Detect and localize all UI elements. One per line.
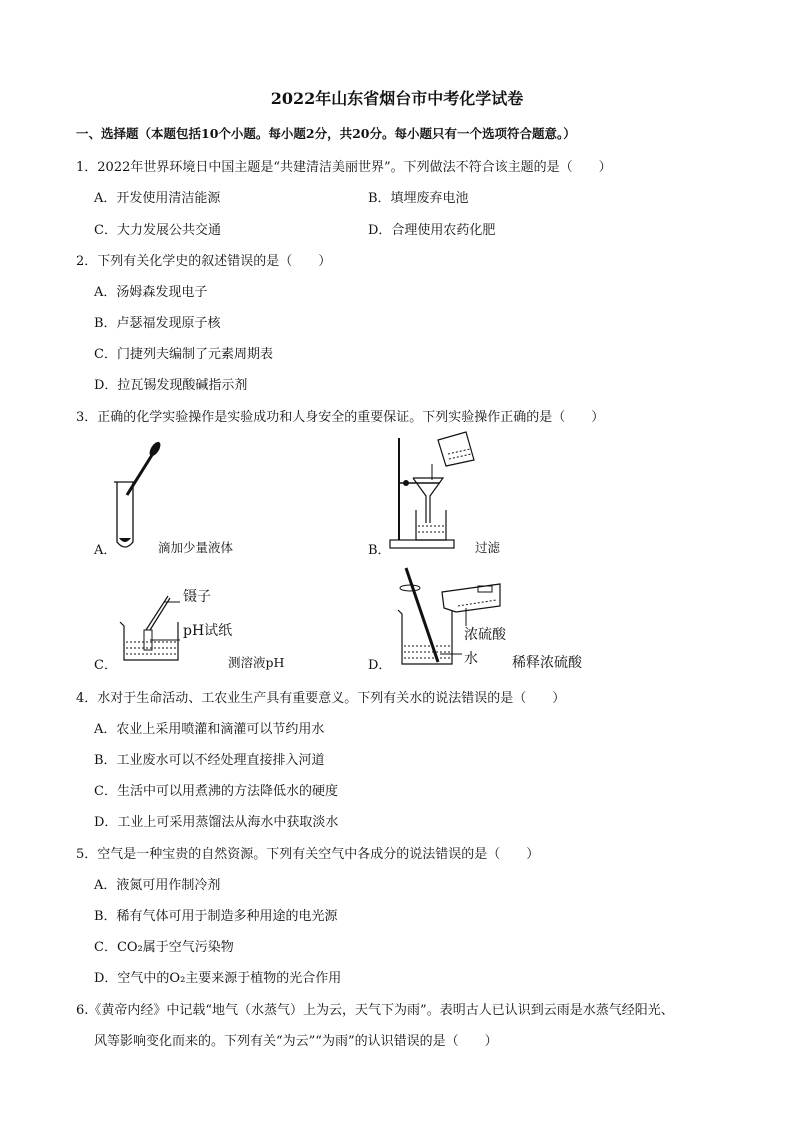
figure-ph-test	[118, 592, 188, 666]
q5-option-d[interactable]: D．空气中的O₂主要来源于植物的光合作用	[94, 971, 342, 986]
question-6-stem: 6.《黄帝内经》中记载“地气（水蒸气）上为云，天气下为雨”。表明古人已认识到云雨是水蒸气经阳光、	[76, 1003, 674, 1018]
q3-option-c[interactable]: C．	[94, 658, 117, 673]
q4-option-b[interactable]: B．工业废水可以不经处理直接排入河道	[94, 753, 325, 768]
label-tweezers: 镊子	[183, 589, 211, 605]
label-ph-paper: pH试纸	[183, 623, 233, 639]
figure-dilute-acid	[396, 566, 500, 670]
q1-option-d[interactable]: D．合理使用农药化肥	[368, 223, 496, 238]
q2-option-d[interactable]: D．拉瓦锡发现酸碱指示剂	[94, 378, 248, 393]
caption-a: 滴加少量液体	[158, 540, 234, 555]
q4-option-d[interactable]: D．工业上可采用蒸馏法从海水中获取淡水	[94, 815, 339, 830]
q2-option-a[interactable]: A．汤姆森发现电子	[94, 285, 208, 300]
q5-option-b[interactable]: B．稀有气体可用于制造多种用途的电光源	[94, 909, 338, 924]
section-heading: 一、选择题（本题包括10个小题。每小题2分，共20分。每小题只有一个选项符合题意。）	[76, 126, 576, 141]
q4-option-a[interactable]: A．农业上采用喷灌和滴灌可以节约用水	[94, 722, 325, 737]
caption-d: 稀释浓硫酸	[512, 655, 582, 671]
question-1-stem: 1．2022年世界环境日中国主题是“共建清洁美丽世界”。下列做法不符合该主题的是（ ）	[76, 160, 612, 175]
q1-option-b[interactable]: B．填埋废弃电池	[368, 191, 469, 206]
exam-title: 2022年山东省烟台市中考化学试卷	[270, 89, 524, 108]
q5-option-a[interactable]: A．液氮可用作制冷剂	[94, 878, 221, 893]
question-5-stem: 5．空气是一种宝贵的自然资源。下列有关空气中各成分的说法错误的是（ ）	[76, 847, 540, 862]
q3-option-a[interactable]: A．	[94, 543, 117, 558]
q5-option-c[interactable]: C．CO₂属于空气污染物	[94, 940, 234, 955]
q1-option-c[interactable]: C．大力发展公共交通	[94, 223, 221, 238]
label-water: 水	[464, 651, 478, 667]
question-4-stem: 4．水对于生命活动、工农业生产具有重要意义。下列有关水的说法错误的是（ ）	[76, 691, 566, 706]
caption-b: 过滤	[475, 540, 501, 555]
question-2-stem: 2．下列有关化学史的叙述错误的是（ ）	[76, 254, 332, 269]
q2-option-b[interactable]: B．卢瑟福发现原子核	[94, 316, 221, 331]
q3-option-b[interactable]: B．	[368, 543, 391, 558]
figure-filtration	[388, 428, 488, 553]
q2-option-c[interactable]: C．门捷列夫编制了元素周期表	[94, 347, 273, 362]
caption-c: 测溶液pH	[228, 655, 285, 670]
question-6-stem-cont: 风等影响变化而来的。下列有关“为云”“为雨”的认识错误的是（ ）	[94, 1034, 498, 1049]
label-conc-sulfuric-acid: 浓硫酸	[464, 627, 506, 643]
q4-option-c[interactable]: C．生活中可以用煮沸的方法降低水的硬度	[94, 784, 338, 799]
q3-option-d[interactable]: D．	[368, 658, 392, 673]
question-3-stem: 3．正确的化学实验操作是实验成功和人身安全的重要保证。下列实验操作正确的是（ ）	[76, 410, 605, 425]
q1-option-a[interactable]: A．开发使用清洁能源	[94, 191, 221, 206]
